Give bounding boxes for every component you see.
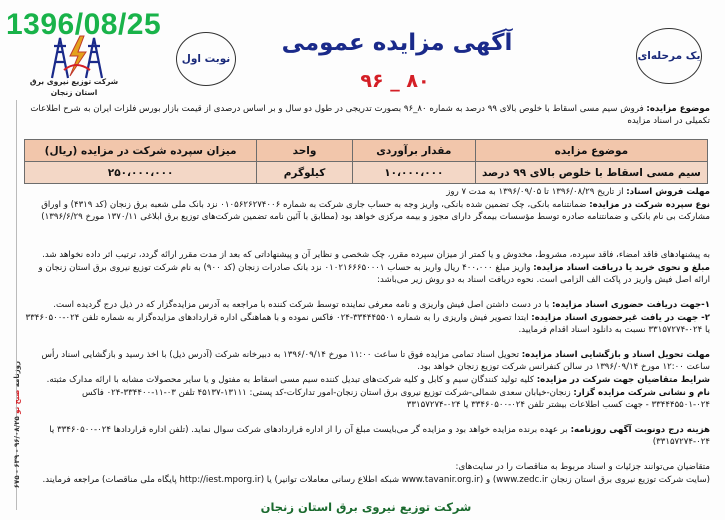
deposit-type-text: ضمانتنامه بانکی، چک تضمین شده بانکی، واریز وجه به حساب جاری شرکت به شماره ۰۱۰۵۶۲۶۲۷۴۰۰۶ نزد بانک ملی شعبه برق زنجان (کد ۴۳۱۹) و اوراق مشارکت بی نام بانکی و ضمانتنامه صادره توسط مؤسسات بیمه‌گر دارای مجوز و بیمه مرکزی خواهد بود (مطابق با آئین نامه تضمین شرکت‌های توزیع برق ابلاغی ۱۳۷۰/۱۱ مورخ ۱۳۹۶/۶/۲۹): [41, 200, 710, 223]
footer-company: شرکت توزیع نیروی برق استان زنجان: [260, 500, 472, 514]
table-header: مقدار برآوردی: [352, 140, 475, 162]
submission-info: [22, 349, 710, 373]
table-cell: ۲۵۰،۰۰۰،۰۰۰: [25, 162, 257, 184]
incomplete-note: به پیشنهادهای فاقد امضاء، فاقد سپرده، مشروط، مخدوش و یا کمتر از میزان سپرده مقرر، چک شخصی و نظایر آن و پیشنهاداتی که بعد از مدت مقرر ارائه گردد، ترتیب اثر داده نخواهد شد.: [42, 250, 710, 260]
logo-caption-line: شرکت توزیع نیروی برق: [29, 77, 119, 86]
subject-paragraph: [22, 103, 710, 127]
table-header: میزان سپرده شرکت در مزایده (ریال): [25, 140, 257, 162]
side-prefix: روزنامه: [13, 361, 21, 390]
sale-deadline: [22, 186, 710, 198]
sale-deadline-label: مهلت فروش اسناد:: [626, 187, 710, 197]
submission-label: مهلت تحویل اسناد و بازگشایی اسناد مزایده:: [521, 350, 710, 360]
ad-cost-info: [22, 424, 710, 448]
tender-table: [24, 139, 708, 184]
remote-info: [22, 312, 710, 336]
table-header: واحد: [257, 140, 353, 162]
tender-number: ۸۰ _ ۹۶: [360, 70, 430, 92]
date-stamp: 1396/08/25: [6, 8, 162, 41]
logo-caption-line: استان زنجان: [50, 88, 98, 97]
eligibility-label: شرایط متقاضیان جهت شرکت در مزایده:: [536, 375, 710, 385]
logo-caption: [22, 76, 126, 98]
submission-text: تحویل اسناد تمامی مزایده فوق تا ساعت ۱۱:۰۰ مورخ ۱۳۹۶/۰۹/۱۴ به دبیرخانه شرکت (آدرس ذیل) با اخذ رسید و بازگشایی اسناد رأس ساعت ۱۲:۰۰ مورخ ۱۳۹۶/۰۹/۱۴ در سالن کنفرانس شرکت توزیع زنجان خواهد بود.: [41, 350, 710, 373]
in-person-info: [22, 299, 710, 311]
eligibility-text: کلیه تولید کنندگان سیم و کابل و کلیه شرکت‌های تبدیل کننده سیم مسی اسقاط به مفتول و یا سایر محصولات مشابه با ارائه مدارک مثبته.: [46, 375, 534, 385]
side-paper: صبح نو: [13, 389, 21, 414]
ad-cost-label: هزینه درج دونوبت آگهی روزنامه:: [570, 425, 710, 435]
round-badge: نوبت اول: [176, 32, 236, 86]
address-label: نام و نشانی شرکت مزایده گزار:: [573, 388, 710, 398]
websites-list: (سایت شرکت توزیع نیروی برق استان زنجان www.zedc.ir) و (www.tavanir.org.ir شبکه اطلاع رسانی معاملات توانیر) یا (http://iest.mporg.ir پایگاه ملی مناقصات) مراجعه فرمایند.: [42, 475, 710, 485]
remote-label: ۲- جهت در یافت غیرحضوری اسناد مزایده:: [531, 313, 710, 323]
websites-intro: متقاضیان می‌توانند جزئیات و اسناد مربوط به مناقصات را در سایت‌های:: [455, 462, 710, 472]
table-cell: سیم مسی اسقاط با خلوص بالای ۹۹ درصد: [475, 162, 707, 184]
newspaper-side-label: [13, 361, 25, 489]
table-row: [25, 162, 708, 184]
sale-deadline-text: از تاریخ ۱۳۹۶/۰۸/۲۹ تا ۱۳۹۶/۰۹/۰۵ به مدت ۷ روز: [446, 187, 624, 197]
side-suffix: ۹۶/۰۸/۲۵ - ۶۳۹ - ۶۷۵: [13, 413, 21, 489]
purchase-info: [22, 262, 710, 286]
subject-text: فروش سیم مسی اسقاط با خلوص بالای ۹۹ درصد به شماره ۸۰_۹۶ بصورت تدریجی در طول دو سال و بر اساس درصدی از قیمت بازار بورس فلزات ایران به شرح اطلاعات تکمیلی در اسناد مزایده: [30, 104, 710, 127]
subject-label: موضوع مزایده:: [646, 104, 710, 114]
table-cell: کیلوگرم: [257, 162, 353, 184]
table-header-row: [25, 140, 708, 162]
remote-text: ابتدا تصویر فیش واریزی را به شماره ۳۳۴۴۴۵۵۰۱-۰۲۴ فاکس نموده و با هماهنگی اداره قراردادهای مزایده‌گزار به شماره تلفن ۰۲۴-۳۳۴۶۰۵۰۰ یا ۰۲۴-۳۳۱۵۷۲۷۴ نسبت به دانلود اسناد اقدام فرمایید.: [25, 313, 710, 336]
table-cell: ۱۰،۰۰۰،۰۰۰: [352, 162, 475, 184]
ad-cost-text: بر عهده برنده مزایده خواهد بود و مزایده گر می‌بایست مبلغ آن را از اداره قراردادهای شرکت سوال نماید. (تلفن اداره قراردادها ۰۲۴-۳۳۴۶۰۵۰۰ یا ۰۲۴-۳۳۱۵۷۲۷۴): [49, 425, 710, 448]
ad-title: آگهی مزایده عمومی: [281, 30, 513, 56]
table-header: موضوع مزایده: [475, 140, 707, 162]
address-text: زنجان-خیابان سعدی شمالی-شرکت توزیع نیروی برق استان زنجان-امور تدارکات-کد پستی: ۱۳۱۱۱-۴۵۱۳۷ تلفن ۰۳-۱۱-۳۳۴۴۰۰-۰۲۴ فاکس ۰۲۴-۳۳۴۴۴۵۵۰۱ - جهت کسب اطلاعات بیشتر تلفن ۰۲۴-۳۳۴۶۰۵۰۰ یا ۰۲۴-۳۳۱۵۷۲۷۴: [82, 388, 710, 411]
in-person-label: ۱-جهت دریافت حضوری اسناد مزایده:: [551, 300, 710, 310]
address-info: [22, 387, 710, 411]
deposit-type: [22, 199, 710, 223]
purchase-text: واریز مبلغ ۴۰۰،۰۰۰ ریال واریز به حساب ۰۱۰۲۱۶۶۶۵۰۰۰۱ نزد بانک صادرات زنجان (کد ۹۰۰) به نام شرکت توزیع نیروی برق استان زنجان و ارائه اصل فیش واریز در پاکت الف الزامی است. نحوه دریافت اسناد به دو روش زیر می‌باشد:: [38, 263, 710, 286]
eligibility-info: [22, 374, 710, 386]
purchase-label: مبلغ و نحوی خرید یا دریافت اسناد مزایده:: [533, 263, 710, 273]
in-person-text: با در دست داشتن اصل فیش واریزی و نامه معرفی نماینده توسط شرکت کننده با مراجعه به آدرس مزایده‌گزار که در ذیل درج گردیده است.: [53, 300, 550, 310]
stage-badge: یک مرحله‌ای: [636, 28, 702, 84]
deposit-type-label: نوع سپرده شرکت در مزایده:: [589, 200, 710, 210]
